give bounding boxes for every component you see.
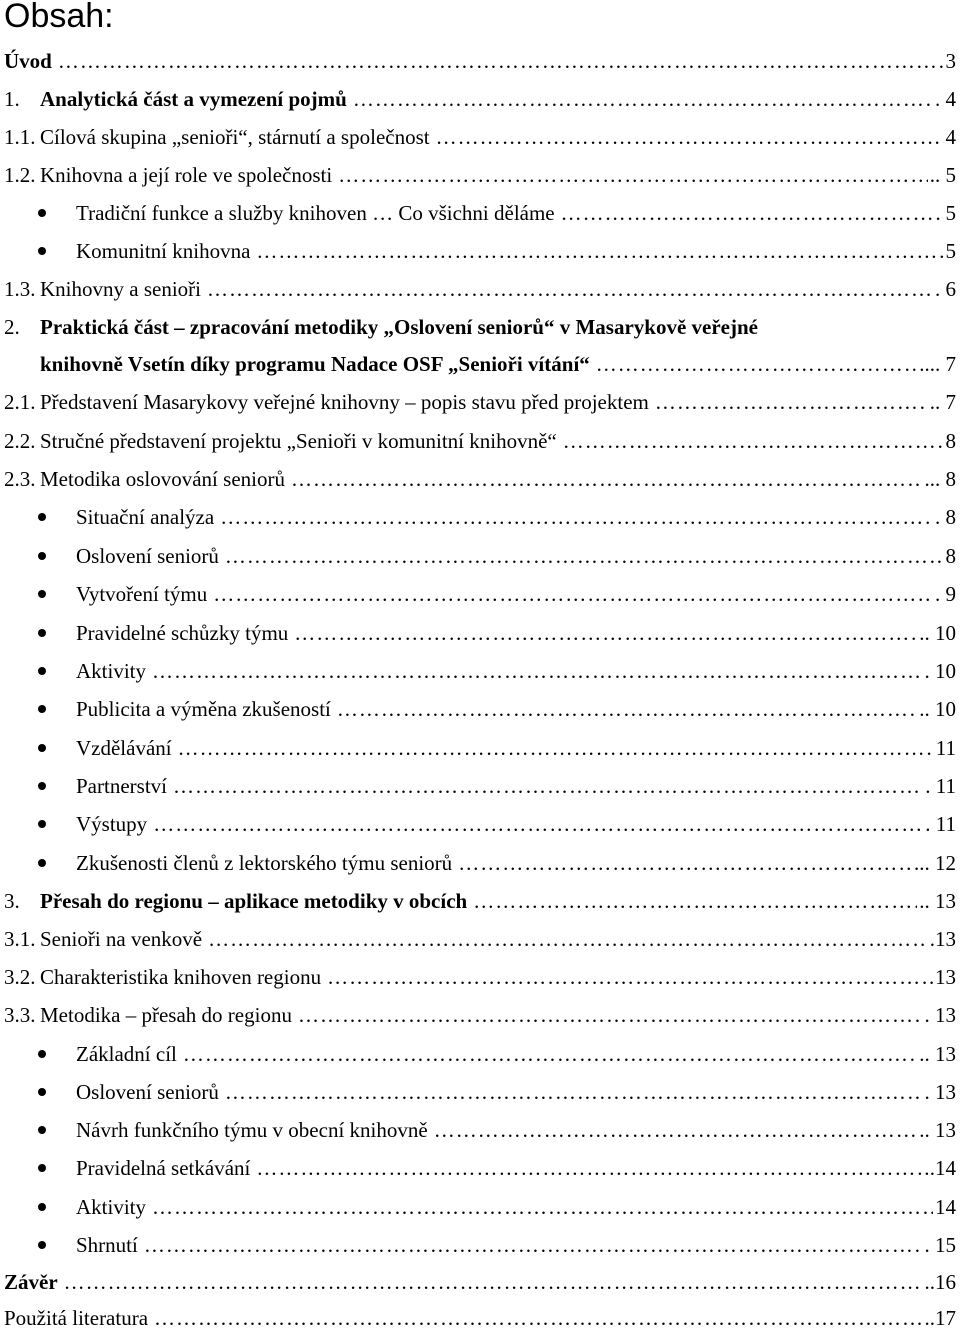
bullet-icon [38, 209, 46, 217]
toc-entry-page: 11 [935, 736, 956, 760]
toc-entry[interactable] [4, 1195, 956, 1220]
toc-leader-dots [225, 1080, 923, 1105]
toc-leader-dots [294, 621, 917, 646]
toc-leader-dots [152, 1195, 933, 1220]
toc-leader-dots [338, 163, 928, 188]
toc-entry-label: Vzdělávání [76, 736, 172, 760]
toc-entry-page: 4 [945, 125, 956, 149]
toc-leader-dots [327, 965, 933, 990]
toc-leader-dots [434, 1118, 918, 1143]
toc-entry[interactable] [4, 889, 956, 914]
toc-entry[interactable] [4, 1306, 956, 1331]
toc-entry[interactable] [4, 163, 956, 188]
toc-entry-label: Přesah do regionu – aplikace metodiky v obcích [40, 889, 468, 913]
toc-entry-page: . 9 [935, 582, 956, 606]
toc-leader-dots [173, 774, 923, 799]
toc-entry-page: . 4 [935, 87, 956, 111]
toc-entry-label: Senioři na venkově [40, 927, 203, 951]
bullet-icon [38, 629, 46, 637]
toc-leader-dots [207, 277, 933, 302]
toc-entry-page: . 11 [925, 774, 956, 798]
toc-leader-dots [178, 736, 934, 761]
toc-leader-dots [596, 352, 917, 377]
toc-entry[interactable] [4, 1270, 956, 1295]
toc-entry[interactable] [4, 1118, 956, 1143]
toc-entry-label: Oslovení seniorů [76, 1080, 219, 1104]
toc-entry-page: .. 13 [919, 1118, 956, 1142]
toc-entry-page: . 13 [924, 1080, 956, 1104]
toc-entry-label: Oslovení seniorů [76, 544, 219, 568]
toc-entry-label: Použitá literatura [4, 1306, 149, 1330]
toc-leader-dots [220, 505, 933, 530]
toc-leader-dots [64, 1270, 923, 1295]
toc-entry-page: 13 [935, 965, 956, 989]
bullet-icon [38, 705, 46, 713]
bullet-icon [38, 667, 46, 675]
toc-entry[interactable] [4, 277, 956, 302]
toc-entry-page: .13 [929, 927, 956, 951]
toc-entry-label: Představení Masarykovy veřejné knihovny – popis stavu před projektem [40, 390, 649, 414]
toc-entry-number: 3.1. [4, 927, 36, 951]
toc-entry-number: 2.1. [4, 390, 36, 414]
toc-entry-label: Pravidelné schůzky týmu [76, 621, 289, 645]
toc-entry-number: 1.2. [4, 163, 36, 187]
toc-leader-dots [563, 429, 944, 454]
toc-entry-number: 2. [4, 315, 20, 339]
toc-leader-dots [473, 889, 917, 914]
toc-entry[interactable] [4, 49, 956, 74]
toc-entry-number: 3.3. [4, 1003, 36, 1027]
bullet-icon [38, 782, 46, 790]
bullet-icon [38, 1164, 46, 1172]
bullet-icon [38, 513, 46, 521]
toc-entry-label: Knihovna a její role ve společnosti [40, 163, 333, 187]
bullet-icon [38, 744, 46, 752]
toc-entry-label: Výstupy [76, 812, 148, 836]
toc-entry-number: 3. [4, 889, 20, 913]
toc-entry-label: Shrnutí [76, 1233, 138, 1257]
toc-entry-label: Návrh funkčního týmu v obecní knihovně [76, 1118, 428, 1142]
toc-entry[interactable] [4, 851, 956, 876]
toc-leader-dots [436, 125, 944, 150]
toc-entry-number: 3.2. [4, 965, 36, 989]
toc-entry-label: Úvod [4, 49, 52, 73]
toc-entry-number: 1. [4, 87, 20, 111]
toc-entry[interactable] [4, 429, 956, 454]
toc-entry-page: ..16 [924, 1270, 956, 1294]
toc-leader-dots [152, 659, 922, 684]
toc-entry[interactable] [4, 390, 956, 415]
toc-entry[interactable] [4, 582, 956, 607]
toc-leader-dots [225, 544, 944, 569]
toc-entry-page: .14 [929, 1156, 956, 1180]
toc-entry[interactable] [4, 467, 956, 492]
toc-entry-label: Metodika oslovování seniorů [40, 467, 285, 491]
toc-entry[interactable] [40, 352, 956, 377]
toc-leader-dots [561, 201, 944, 226]
toc-entry[interactable] [4, 201, 956, 226]
toc-entry-page: . 13 [924, 1003, 956, 1027]
toc-entry-page: .. 10 [919, 697, 956, 721]
toc-entry-label: Základní cíl [76, 1042, 177, 1066]
toc-entry-label: Partnerství [76, 774, 167, 798]
toc-entry[interactable] [4, 239, 956, 264]
toc-entry-label: Cílová skupina „senioři“, stárnutí a společnost [40, 125, 430, 149]
toc-entry-page: .. 13 [919, 1042, 956, 1066]
bullet-icon [38, 247, 46, 255]
toc-entry-number: 2.2. [4, 429, 36, 453]
toc-entry[interactable] [4, 927, 956, 952]
toc-entry[interactable] [4, 774, 956, 799]
toc-entry-label: knihovně Vsetín díky programu Nadace OSF „Senioři vítání“ [40, 352, 590, 376]
toc-entry-label: Zkušenosti členů z lektorského týmu seniorů [76, 851, 453, 875]
toc-entry-label: Publicita a výměna zkušeností [76, 697, 331, 721]
toc-leader-dots [298, 1003, 923, 1028]
bullet-icon [38, 1126, 46, 1134]
toc-entry-label: Tradiční funkce a služby knihoven … Co všichni děláme [76, 201, 555, 225]
toc-entry-page: . 8 [935, 505, 956, 529]
toc-entry-label: Komunitní knihovna [76, 239, 251, 263]
toc-entry-page: 5 [945, 201, 956, 225]
bullet-icon [38, 859, 46, 867]
toc-entry[interactable] [4, 965, 956, 990]
toc-entry-page: .. 10 [919, 621, 956, 645]
toc-entry-label: Charakteristika knihoven regionu [40, 965, 322, 989]
toc-leader-dots [256, 1156, 927, 1181]
toc-entry-page: . 11 [925, 812, 956, 836]
toc-entry[interactable] [4, 544, 956, 569]
toc-entry-page: ... 8 [924, 467, 956, 491]
toc-entry-label: Závěr [4, 1270, 58, 1294]
toc-entry[interactable] [4, 812, 956, 837]
toc-leader-dots [256, 239, 943, 264]
toc-entry-label: Praktická část – zpracování metodiky „Oslovení seniorů“ v Masarykově veřejné [40, 315, 758, 339]
toc-leader-dots [213, 582, 933, 607]
toc-entry-page: .. 5 [929, 163, 956, 187]
bullet-icon [38, 1203, 46, 1211]
bullet-icon [38, 1241, 46, 1249]
toc-entry[interactable] [4, 659, 956, 684]
bullet-icon [38, 1050, 46, 1058]
toc-entry-label: Aktivity [76, 659, 147, 683]
toc-entry[interactable] [4, 505, 956, 530]
toc-entry[interactable] [4, 621, 956, 646]
toc-entry[interactable] [4, 1156, 956, 1181]
toc-entry-label: Analytická část a vymezení pojmů [40, 87, 347, 111]
toc-entry-page: .... 7 [919, 352, 956, 376]
toc-entry-number: 2.3. [4, 467, 36, 491]
toc-entry[interactable] [4, 87, 956, 112]
toc-entry[interactable] [4, 315, 758, 340]
toc-entry-page: 14 [935, 1195, 956, 1219]
bullet-icon [38, 552, 46, 560]
toc-entry-page: 8 [945, 544, 956, 568]
toc-entry-page: 5 [945, 239, 956, 263]
bullet-icon [38, 1088, 46, 1096]
toc-leader-dots [337, 697, 917, 722]
bullet-icon [38, 590, 46, 598]
toc-entry-page: 3 [945, 49, 956, 73]
toc-entry-page: . 15 [924, 1233, 956, 1257]
toc-entry[interactable] [4, 1042, 956, 1067]
toc-entry[interactable] [4, 1080, 956, 1105]
toc-entry[interactable] [4, 1003, 956, 1028]
toc-leader-dots [458, 851, 912, 876]
toc-entry-label: Situační analýza [76, 505, 215, 529]
toc-leader-dots [291, 467, 923, 492]
toc-leader-dots [655, 390, 928, 415]
page-title: Obsah: [4, 0, 114, 35]
toc-entry-label: Stručné představení projektu „Senioři v komunitní knihovně“ [40, 429, 557, 453]
toc-entry-label: Knihovny a senioři [40, 277, 201, 301]
toc-entry-page: ..17 [924, 1306, 956, 1330]
toc-entry-page: .. 7 [929, 390, 956, 414]
toc-leader-dots [153, 812, 923, 837]
toc-entry-number: 1.3. [4, 277, 36, 301]
toc-leader-dots [208, 927, 928, 952]
toc-leader-dots [144, 1233, 923, 1258]
toc-leader-dots [154, 1306, 922, 1331]
toc-entry[interactable] [4, 736, 956, 761]
toc-entry-page: ... 12 [914, 851, 956, 875]
toc-leader-dots [183, 1042, 917, 1067]
toc-entry-page: .. 13 [919, 889, 956, 913]
toc-entry-page: . 6 [935, 277, 956, 301]
toc-entry[interactable] [4, 125, 956, 150]
toc-entry-label: Vytvoření týmu [76, 582, 208, 606]
toc-entry[interactable] [4, 1233, 956, 1258]
toc-leader-dots [353, 87, 933, 112]
toc-entry-page: 8 [945, 429, 956, 453]
toc-leader-dots [58, 49, 944, 74]
toc-entry-label: Aktivity [76, 1195, 147, 1219]
toc-entry-label: Pravidelná setkávání [76, 1156, 251, 1180]
toc-entry[interactable] [4, 697, 956, 722]
toc-entry-number: 1.1. [4, 125, 36, 149]
toc-entry-label: Metodika – přesah do regionu [40, 1003, 292, 1027]
bullet-icon [38, 820, 46, 828]
toc-entry-page: . 10 [924, 659, 956, 683]
